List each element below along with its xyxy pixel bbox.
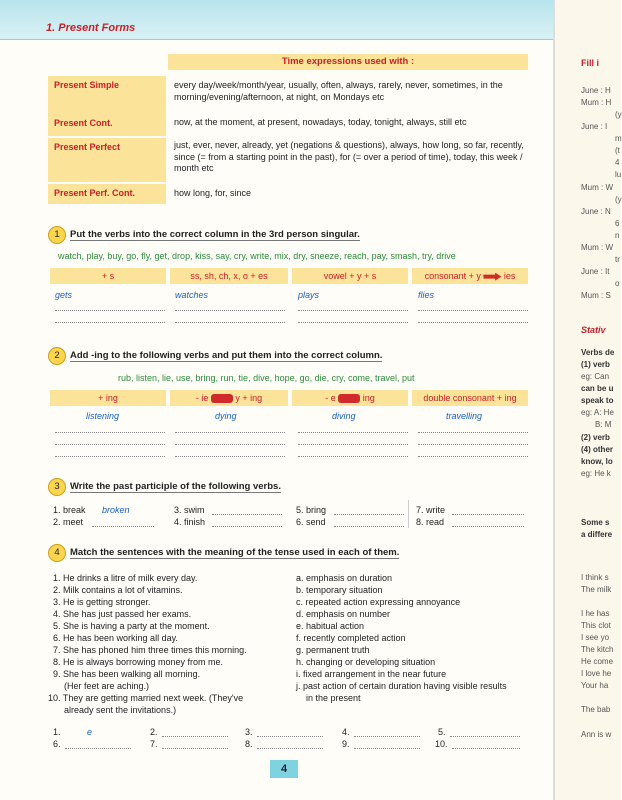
answer-line[interactable] (257, 748, 323, 749)
list-item: f. recently completed action (296, 633, 406, 643)
text-line: The kitch (581, 645, 614, 654)
tense-expressions: just, ever, never, already, yet (negations & questions), always, how long, so far, recently, since (= from a starting point in the past), for (= over a period of time), today, this week / month etc (174, 140, 524, 173)
tense-expressions: how long, for, since (174, 188, 252, 198)
answer-example: gets (55, 290, 73, 300)
dialogue-line: tr (615, 255, 620, 264)
answer-line[interactable] (298, 322, 408, 323)
answer-line[interactable] (162, 748, 228, 749)
answer-line[interactable] (175, 456, 285, 457)
list-item: 6. He has been working all day. (53, 633, 178, 643)
text-line: (4) other (581, 445, 613, 454)
table-heading: Time expressions used with : (168, 54, 528, 70)
list-item: 5. She is having a party at the moment. (53, 621, 210, 631)
dialogue-line: m (615, 134, 622, 143)
text-line: I he has (581, 609, 610, 618)
list-item: 7. She has phoned him three times this morning. (53, 645, 247, 655)
dialogue-line: (y (615, 195, 622, 204)
answer-line[interactable] (55, 432, 165, 433)
verb-item: 6. send (296, 517, 326, 527)
dialogue-line: n (615, 231, 620, 240)
answer-line[interactable] (418, 456, 528, 457)
dialogue-line: 4 (615, 158, 620, 167)
exercise-instruction: Write the past participle of the following verbs. (70, 481, 281, 492)
exercise-number: 4 (48, 544, 66, 562)
column-header: ss, sh, ch, x, o + es (170, 268, 288, 284)
list-item: 8. He is always borrowing money from me. (53, 657, 224, 667)
verb-item: 7. write (416, 505, 446, 515)
list-item: e. habitual action (296, 621, 365, 631)
text-line: I love he (581, 669, 612, 678)
page-number: 4 (270, 760, 298, 778)
answer-line[interactable] (55, 456, 165, 457)
answer-line[interactable] (298, 456, 408, 457)
answer-line[interactable] (354, 748, 420, 749)
text-line: The bab (581, 705, 611, 714)
answer-label: 8. (245, 739, 253, 749)
exercise-instruction: Match the sentences with the meaning of the tense used in each of them. (70, 547, 400, 558)
column-header: + s (50, 268, 166, 284)
answer-line[interactable] (175, 322, 285, 323)
tense-label: Present Simple (48, 76, 166, 114)
list-item: 10. They are getting married next week. (They've (48, 693, 244, 703)
answer-line[interactable] (175, 444, 285, 445)
answer-line[interactable] (298, 444, 408, 445)
exercise-3-heading (48, 478, 281, 496)
tense-label: Present Perfect (48, 138, 166, 182)
section-heading: Stativ (581, 325, 606, 335)
header-band (0, 0, 555, 40)
answer-line[interactable] (334, 526, 404, 527)
answer-line[interactable] (212, 514, 282, 515)
tense-expressions: every day/week/month/year, usually, often, always, rarely, never, sometimes, in the morning/evening/afternoon, at night, on Mondays etc (174, 80, 503, 102)
column-header: consonant + y ies (412, 268, 528, 284)
arrow-icon (338, 394, 360, 403)
divider (408, 500, 409, 528)
answer-line[interactable] (92, 526, 154, 527)
text-line: Your ha (581, 681, 609, 690)
answer-label: 4. (342, 727, 350, 737)
answer-line[interactable] (418, 322, 528, 323)
tense-label: Present Cont. (48, 114, 166, 136)
answer-line[interactable] (334, 514, 404, 515)
answer-example: watches (175, 290, 209, 300)
answer-label: 1. (53, 727, 61, 737)
list-item: j. past action of certain duration having visible results (296, 681, 507, 691)
verb-item: 3. swim (174, 505, 205, 515)
text-line: speak to (581, 396, 614, 405)
verb-item: 1. break (53, 505, 86, 515)
text-line: know, lo (581, 457, 613, 466)
answer-example: broken (102, 505, 130, 515)
text-line: Ann is w (581, 730, 612, 739)
dialogue-line: Mum : S (581, 291, 611, 300)
answer-line[interactable] (452, 514, 524, 515)
dialogue-line: June : N (581, 207, 611, 216)
exercise-instruction: Put the verbs into the correct column in the 3rd person singular. (70, 229, 360, 240)
answer-label: 5. (438, 727, 446, 737)
list-item: 1. He drinks a litre of milk every day. (53, 573, 198, 583)
answer-line[interactable] (175, 432, 285, 433)
answer-label: 2. (150, 727, 158, 737)
dialogue-line: (t (615, 146, 620, 155)
exercise-5-heading: Fill i (581, 58, 599, 68)
column-header: + ing (50, 390, 166, 406)
dialogue-line: (y (615, 110, 622, 119)
text-line: He come (581, 657, 614, 666)
verb-item: 2. meet (53, 517, 84, 527)
text-line: This clot (581, 621, 611, 630)
answer-example: e (87, 727, 93, 737)
answer-line[interactable] (354, 736, 420, 737)
list-item: i. fixed arrangement in the near future (296, 669, 447, 679)
dialogue-line: Mum : W (581, 243, 613, 252)
arrow-icon (211, 394, 233, 403)
answer-line[interactable] (55, 322, 165, 323)
tense-label: Present Perf. Cont. (48, 184, 166, 204)
column-header: - e ing (292, 390, 408, 406)
list-item: g. permanent truth (296, 645, 370, 655)
answer-line[interactable] (175, 310, 285, 311)
text-line: eg: A: He (581, 408, 614, 417)
answer-example: dying (215, 411, 237, 421)
tense-expressions: now, at the moment, at present, nowadays, today, tonight, always, still etc (174, 117, 467, 127)
text-line: eg: He k (581, 469, 611, 478)
dialogue-line: lu (615, 170, 622, 179)
column-header: double consonant + ing (412, 390, 528, 406)
answer-line[interactable] (65, 748, 131, 749)
verb-item: 5. bring (296, 505, 327, 515)
answer-label: 3. (245, 727, 253, 737)
list-item: b. temporary situation (296, 585, 383, 595)
text-line: Verbs de (581, 348, 615, 357)
exercise-1-heading (48, 226, 360, 244)
list-item: (Her feet are aching.) (64, 681, 150, 691)
dialogue-line: June : I (581, 122, 608, 131)
answer-label: 7. (150, 739, 158, 749)
answer-example: diving (332, 411, 356, 421)
answer-line[interactable] (257, 736, 323, 737)
adjacent-page (553, 0, 621, 800)
answer-line[interactable] (298, 310, 408, 311)
answer-example: plays (298, 290, 320, 300)
verb-item: 4. finish (174, 517, 206, 527)
answer-line[interactable] (452, 748, 520, 749)
exercise-instruction: Add -ing to the following verbs and put them into the correct column. (70, 350, 383, 361)
word-list: watch, play, buy, go, fly, get, drop, kiss, say, cry, write, mix, dry, sneeze, reach, pay, smash, try, drive (58, 251, 456, 261)
dialogue-line: June : H (581, 86, 611, 95)
dialogue-line: Mum : W (581, 183, 613, 192)
exercise-number: 2 (48, 347, 66, 365)
dialogue-line: Mum : H (581, 98, 612, 107)
answer-line[interactable] (55, 444, 165, 445)
answer-label: 6. (53, 739, 61, 749)
verb-item: 8. read (416, 517, 445, 527)
section-title: 1. Present Forms (46, 22, 136, 34)
text-line: Some s (581, 518, 610, 527)
list-item: 3. He is getting stronger. (53, 597, 151, 607)
column-header: vowel + y + s (292, 268, 408, 284)
text-line: I see yo (581, 633, 610, 642)
answer-label: 9. (342, 739, 350, 749)
column-header: - ie y + ing (170, 390, 288, 406)
dialogue-line: 6 (615, 219, 620, 228)
list-item: d. emphasis on number (296, 609, 391, 619)
exercise-2-heading (48, 347, 382, 365)
list-item: 2. Milk contains a lot of vitamins. (53, 585, 183, 595)
answer-line[interactable] (418, 432, 528, 433)
list-item: 9. She has been walking all morning. (53, 669, 201, 679)
text-line: B: M (595, 420, 612, 429)
answer-line[interactable] (55, 310, 165, 311)
text-line: The milk (581, 585, 612, 594)
exercise-4-heading (48, 544, 399, 562)
text-line: eg: Can (581, 372, 610, 381)
list-item: a. emphasis on duration (296, 573, 393, 583)
answer-label: 10. (435, 739, 448, 749)
exercise-number: 1 (48, 226, 66, 244)
word-list: rub, listen, lie, use, bring, run, tie, dive, hope, go, die, cry, come, travel, put (118, 373, 415, 383)
list-item: h. changing or developing situation (296, 657, 436, 667)
list-item: c. repeated action expressing annoyance (296, 597, 461, 607)
text-line: I think s (581, 573, 609, 582)
answer-line[interactable] (418, 310, 528, 311)
answer-line[interactable] (450, 736, 520, 737)
answer-line[interactable] (298, 432, 408, 433)
list-item: already sent the invitations.) (64, 705, 177, 715)
dialogue-line: June : It (581, 267, 610, 276)
answer-line[interactable] (162, 736, 228, 737)
text-line: (2) verb (581, 433, 610, 442)
answer-line[interactable] (418, 444, 528, 445)
list-item: in the present (306, 693, 361, 703)
answer-example: flies (418, 290, 435, 300)
arrow-icon (483, 273, 501, 281)
exercise-number: 3 (48, 478, 66, 496)
answer-line[interactable] (452, 526, 524, 527)
answer-example: travelling (446, 411, 483, 421)
answer-line[interactable] (212, 526, 282, 527)
list-item: 4. She has just passed her exams. (53, 609, 192, 619)
text-line: (1) verb (581, 360, 610, 369)
answer-example: listening (86, 411, 120, 421)
dialogue-line: o (615, 279, 620, 288)
text-line: can be u (581, 384, 614, 393)
text-line: a differe (581, 530, 613, 539)
